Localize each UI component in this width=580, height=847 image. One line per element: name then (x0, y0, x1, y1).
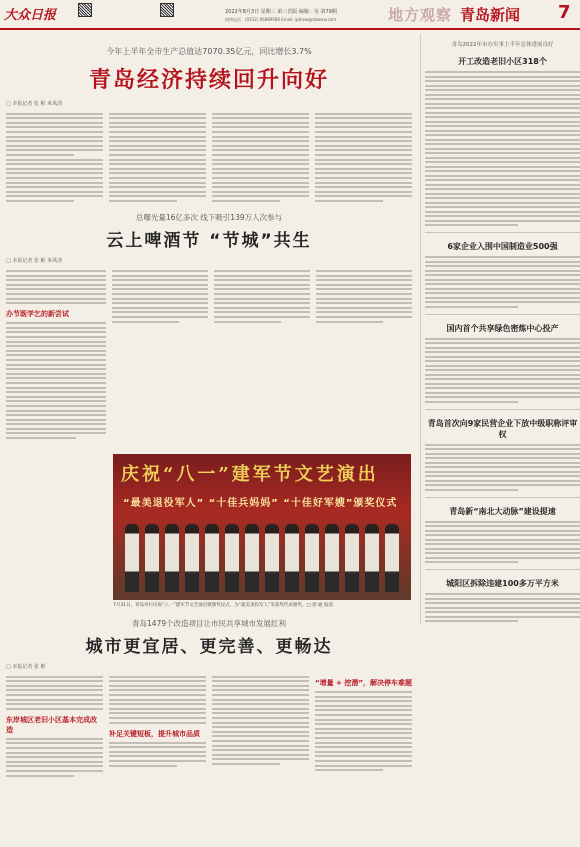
qr-code-icon (160, 3, 174, 17)
beer-headline[interactable]: 云上啤酒节 “节城”共生 (106, 231, 312, 252)
lead-subhead: 办节既学乞的新尝试 (6, 310, 69, 319)
photo-banner-sub: “最美退役军人” “十佳兵妈妈” “十佳好军嫂”颁奖仪式 (123, 498, 398, 509)
side-title-2[interactable]: 国内首个共享绿色密炼中心投产 (446, 323, 559, 333)
beer-byline: □ 本报记者 张 彬 米凤清 (6, 258, 63, 265)
city-body (6, 673, 412, 779)
city-kicker: 青岛1479个改造项目让市民共享城市发展红利 (131, 619, 287, 628)
city-byline: □ 本报记者 张 彬 (6, 664, 46, 670)
section-name: 青岛新闻 (460, 6, 521, 24)
news-photo[interactable] (113, 454, 411, 600)
photo-banner: 庆祝“八一”建军节文艺演出 (121, 464, 379, 485)
side-title-3[interactable]: 青岛首次向9家民营企业下放中级职称评审权 (427, 418, 578, 439)
side-column (420, 34, 580, 625)
lead-byline: □ 本报记者 张 彬 米凤清 (6, 101, 63, 107)
lead-body (6, 110, 412, 204)
side-title-0[interactable]: 开工改造老旧小区318个 (458, 57, 547, 66)
side-kicker-0: 青岛2022年市办实事上半年总体进展良好 (451, 42, 554, 48)
city-subhead-1: 东岸城区老旧小区基本完成改造 (6, 715, 97, 734)
lead-kicker: 今年上半年全市生产总值达7070.35亿元，同比增长3.7% (106, 47, 312, 56)
newspaper-logo: 大众日报 (4, 8, 57, 23)
contact-line: 热线电话：(0532) 66889988 Email: qdnew@dzwww.com (225, 17, 337, 22)
qr-code-icon (78, 3, 92, 17)
city-subhead-2: “增量 + 挖潜”，解决停车难题 (315, 679, 412, 687)
beer-body (6, 267, 412, 441)
photo-caption: 7月31日，青岛举行庆祝“八一”建军节文艺演出暨颁奖仪式，为“最美退役军人”等获奖代表颁奖。□ 徐 通 报道 (113, 603, 333, 608)
side-title-5[interactable]: 城阳区拆除违建100多万平方米 (446, 579, 559, 588)
side-title-1[interactable]: 6家企业入围中国制造业500强 (447, 242, 558, 251)
photo-people (125, 524, 399, 592)
city-article (6, 612, 412, 779)
lead-headline[interactable]: 青岛经济持续回升向好 (88, 68, 329, 93)
section-label: 地方观察 (388, 6, 453, 24)
masthead (0, 0, 580, 30)
page-number: 7 (558, 2, 571, 23)
city-subhead-3: 补足关键短板，提升城市品质 (109, 729, 200, 738)
beer-kicker: 总曝光量16亿多次 线下吸引139万人次参与 (135, 213, 283, 223)
side-title-4[interactable]: 青岛新“南北大动脉”建设提速 (449, 506, 556, 516)
main-column (6, 34, 412, 442)
city-headline[interactable]: 城市更宜居、更完善、更畅达 (85, 637, 333, 657)
date-line: 2022年8月3日 星期三 第三省版 编辑：吴 第79期 (225, 9, 337, 15)
